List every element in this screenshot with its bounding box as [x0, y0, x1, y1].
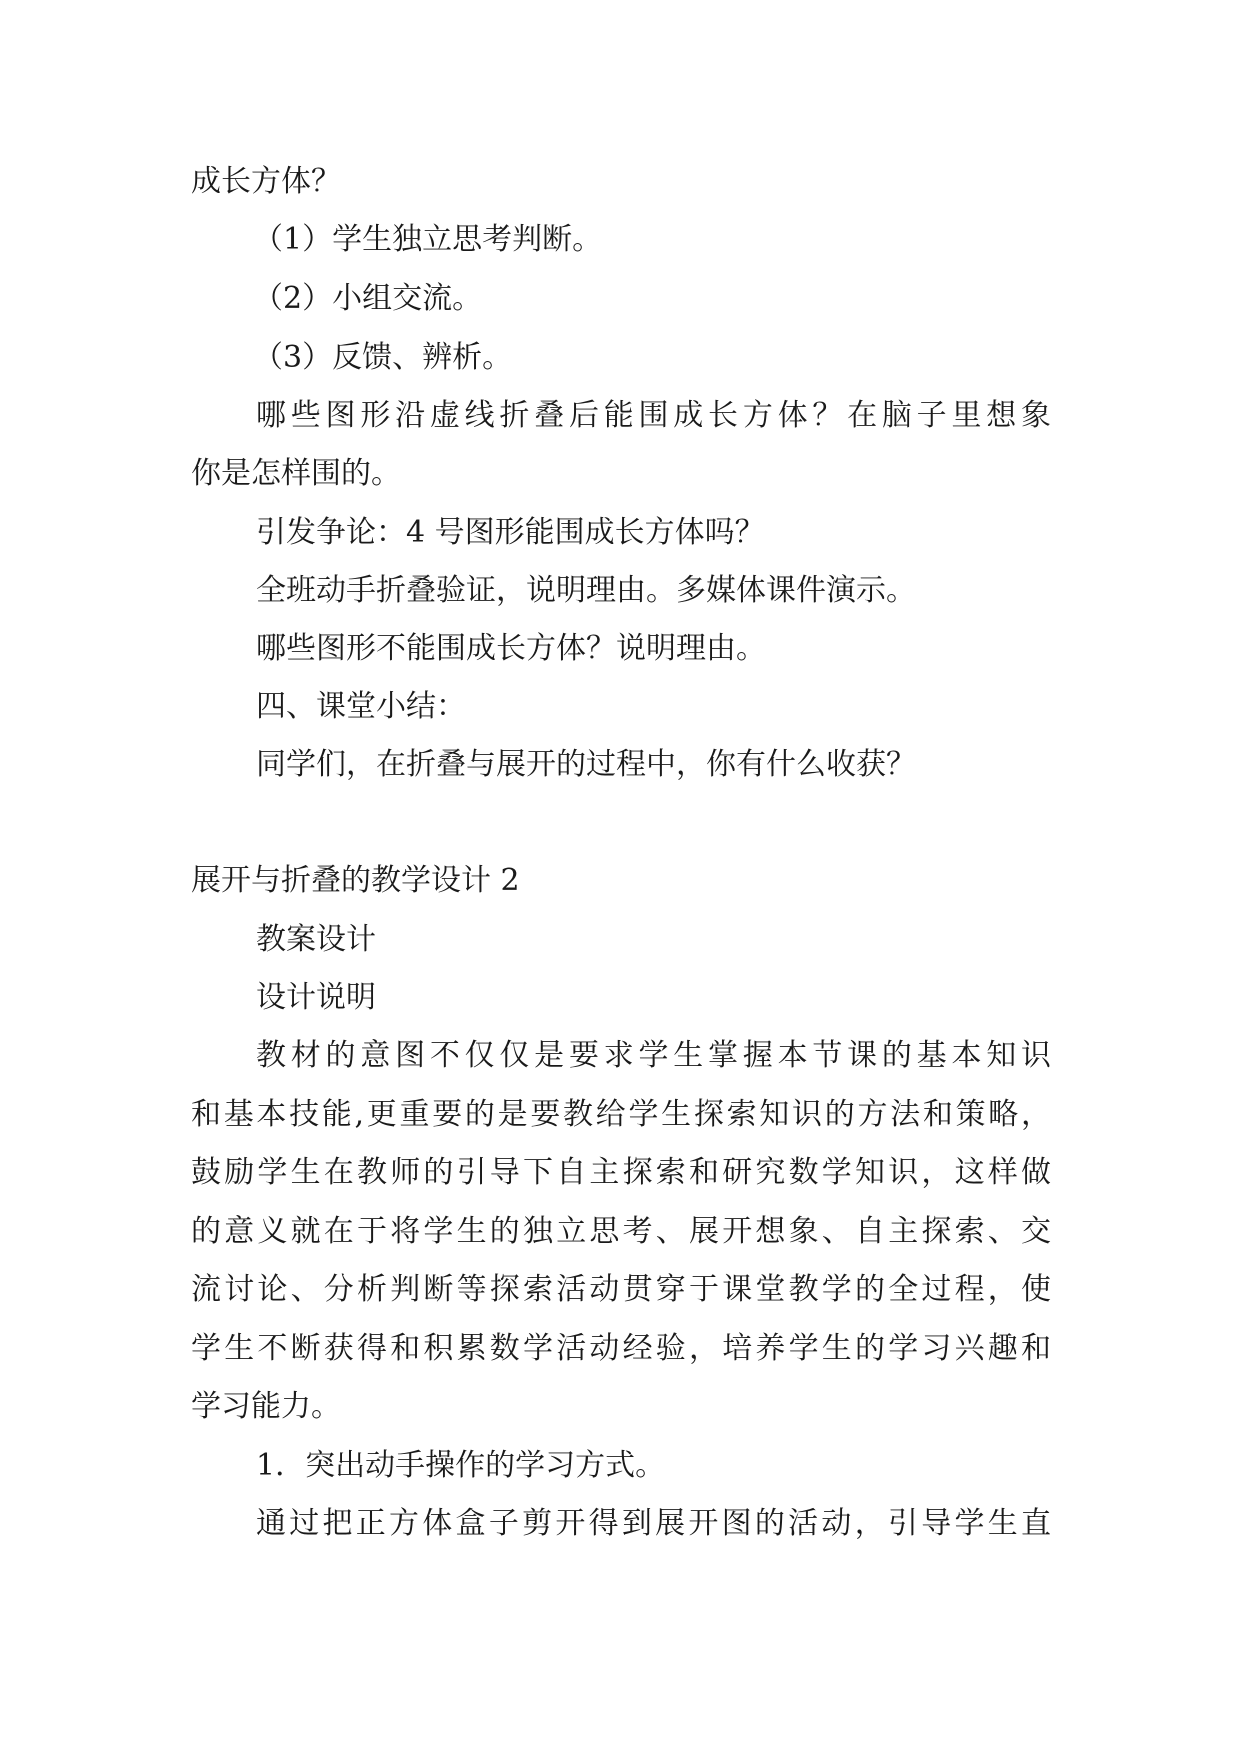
text-line: 全班动手折叠验证，说明理由。多媒体课件演示。: [256, 573, 916, 608]
text-line: （1）学生独立思考判断。: [253, 222, 603, 257]
text-line: 四、课堂小结：: [256, 689, 466, 724]
section-title: 展开与折叠的教学设计 2: [191, 863, 520, 898]
text-line: （3）反馈、辨析。: [253, 340, 513, 375]
paragraph-line: 学生不断获得和积累数学活动经验，培养学生的学习兴趣和: [191, 1331, 1051, 1366]
text-line: 哪些图形不能围成长方体？说明理由。: [256, 631, 766, 666]
paragraph-line: 鼓励学生在教师的引导下自主探索和研究数学知识，这样做: [191, 1155, 1051, 1190]
text-line: 引发争论：4 号图形能围成长方体吗？: [256, 515, 765, 550]
paragraph-line: 的意义就在于将学生的独立思考、展开想象、自主探索、交: [191, 1214, 1051, 1249]
subheading: 设计说明: [256, 980, 376, 1015]
paragraph-line: 教材的意图不仅仅是要求学生掌握本节课的基本知识: [256, 1038, 1051, 1073]
paragraph-line: 学习能力。: [191, 1389, 341, 1424]
paragraph-line: 流讨论、分析判断等探索活动贯穿于课堂教学的全过程，使: [191, 1272, 1051, 1307]
paragraph-line: 和基本技能,更重要的是要教给学生探索知识的方法和策略，: [191, 1097, 1051, 1132]
text-line: 同学们，在折叠与展开的过程中，你有什么收获？: [256, 747, 916, 782]
list-item: 1．突出动手操作的学习方式。: [256, 1448, 666, 1483]
text-line: （2）小组交流。: [253, 281, 483, 316]
text-line: 你是怎样围的。: [191, 456, 401, 491]
subheading: 教案设计: [256, 922, 376, 957]
text-line: 成长方体？: [191, 164, 341, 199]
text-line: 哪些图形沿虚线折叠后能围成长方体？在脑子里想象: [256, 398, 1051, 433]
paragraph-line: 通过把正方体盒子剪开得到展开图的活动，引导学生直: [256, 1506, 1051, 1541]
